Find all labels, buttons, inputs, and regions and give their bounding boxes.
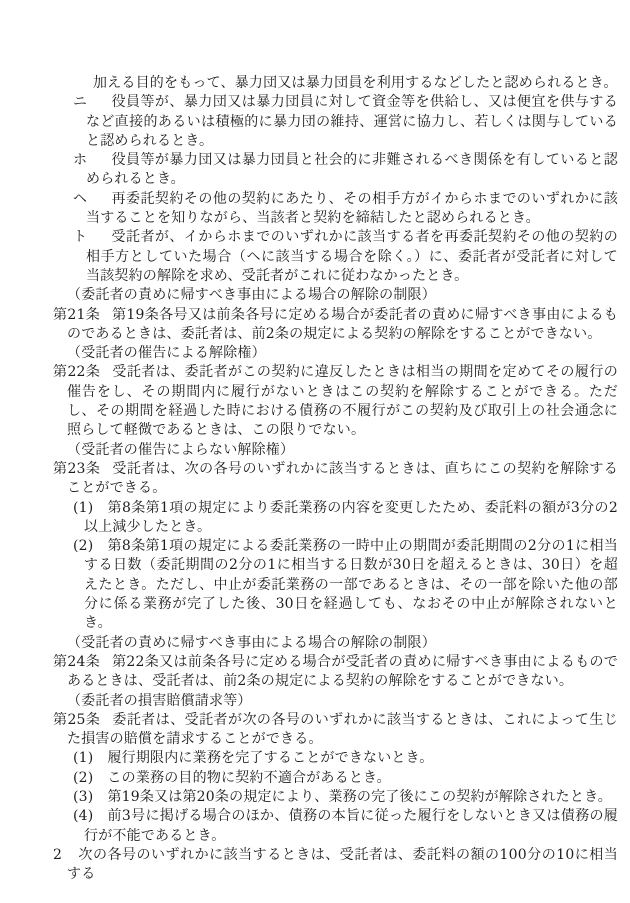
item-marker: (1) <box>73 750 94 767</box>
article-block <box>53 653 618 692</box>
article-number: 第23条 <box>53 460 101 477</box>
line-text: （受託者の催告によらない解除権） <box>67 441 295 458</box>
item-marker: ト <box>73 229 88 246</box>
article-number: 第21条 <box>53 306 101 323</box>
numbered-list-item <box>53 807 618 846</box>
item-marker: (1) <box>73 499 94 516</box>
line-text: 加える目的をもって、暴力団又は暴力団員を利用するなどしたと認められるとき。 <box>93 75 618 91</box>
paragraph-2-block <box>53 846 618 885</box>
article-number: 第24条 <box>53 653 101 670</box>
line-text: （受託者の責めに帰すべき事由による場合の解除の制限） <box>67 634 436 651</box>
numbered-list-item <box>53 537 618 633</box>
katakana-list-item <box>53 151 618 190</box>
article-caption <box>53 441 618 460</box>
line-text: この業務の目的物に契約不適合があるとき。 <box>107 769 391 786</box>
line-text: 第8条第1項の規定による委託業務の一時中止の期間が委託期間の2分の1に相当する日数（委託期間の2分の1に相当する日数が30日を超えるときは、30日）を超えたとき。ただし、中止が委託業務の一部であるときは、その一部を除いた他の部分に係る業務が完了した後、30日を経過しても、なおその中止が解除されないとき。 <box>84 538 618 632</box>
line-text: 役員等が暴力団又は暴力団員と社会的に非難されるべき関係を有していると認められるとき。 <box>86 152 618 188</box>
numbered-list-item <box>53 788 618 807</box>
numbered-list-item <box>53 769 618 788</box>
line-text: 前3号に掲げる場合のほか、債務の本旨に従った履行をしないとき又は債務の履行が不能であるとき。 <box>84 808 618 844</box>
line-text: 第22条又は前条各号に定める場合が受託者の責めに帰すべき事由によるものであるときは、受託者は、前2条の規定による契約の解除をすることができない。 <box>67 653 618 690</box>
item-marker: (4) <box>73 808 94 825</box>
line-text: 次の各号のいずれかに該当するときは、受託者は、委託料の額の100分の10に相当する <box>67 846 618 883</box>
numbered-list-item <box>53 499 618 538</box>
numbered-list-item <box>53 749 618 768</box>
line-text: 委託者は、受託者が次の各号のいずれかに該当するときは、これによって生じた損害の賠償を請求することができる。 <box>67 711 618 748</box>
katakana-list-item <box>53 228 618 286</box>
line-text: 第8条第1項の規定により委託業務の内容を変更したため、委託料の額が3分の2以上減少したとき。 <box>84 499 618 535</box>
article-block <box>53 460 618 499</box>
line-text: 受託者が、イからホまでのいずれかに該当する者を再委託契約その他の契約の相手方としていた場合（ヘに該当する場合を除く。）に、委託者が受託者に対して当該契約の解除を求め、受託者がこれに従わなかったとき。 <box>86 229 618 284</box>
line-text: 履行期限内に業務を完了することができないとき。 <box>107 750 434 767</box>
item-marker: 2 <box>53 846 63 863</box>
line-text: （委託者の損害賠償請求等） <box>67 692 252 709</box>
line-text: 役員等が、暴力団又は暴力団員に対して資金等を供給し、又は便宜を供与するなど直接的あるいは積極的に暴力団の維持、運営に協力し、若しくは関与していると認められるとき。 <box>86 94 618 149</box>
article-caption <box>53 286 618 305</box>
article-number: 第25条 <box>53 711 101 728</box>
line-text: 第19条又は第20条の規定により、業務の完了後にこの契約が解除されたとき。 <box>107 788 612 805</box>
line-text: 第19条各号又は前条各号に定める場合が委託者の責めに帰すべき事由によるものであるときは、委託者は、前2条の規定による契約の解除をすることができない。 <box>67 306 618 342</box>
article-block <box>53 306 618 345</box>
line-text: 受託者は、次の各号のいずれかに該当するときは、直ちにこの契約を解除することができる。 <box>67 460 618 497</box>
article-number: 第22条 <box>53 364 101 381</box>
document-content <box>53 74 618 884</box>
carried-over-item-text <box>53 74 618 93</box>
item-marker: ホ <box>73 152 88 169</box>
article-block <box>53 711 618 750</box>
item-marker: (3) <box>73 788 94 805</box>
line-text: （委託者の責めに帰すべき事由による場合の解除の制限） <box>67 287 436 304</box>
article-caption <box>53 634 618 653</box>
katakana-list-item <box>53 93 618 151</box>
article-caption <box>53 344 618 363</box>
item-marker: (2) <box>73 538 94 555</box>
line-text: 受託者は、委託者がこの契約に違反したときは相当の期間を定めてその履行の催告をし、その期間内に履行がないときはこの契約を解除することができる。ただし、その期間を経過した時における債務の不履行がこの契約及び取引上の社会通念に照らして軽微であるときは、この限りでない。 <box>67 364 618 439</box>
line-text: 再委託契約その他の契約にあたり、その相手方がイからホまでのいずれかに該当することを知りながら、当該者と契約を締結したと認められるとき。 <box>86 190 618 227</box>
item-marker: (2) <box>73 769 94 786</box>
katakana-list-item <box>53 190 618 229</box>
item-marker: ニ <box>73 94 88 111</box>
line-text: （受託者の催告による解除権） <box>67 345 266 362</box>
item-marker: ヘ <box>73 190 88 207</box>
article-caption <box>53 692 618 711</box>
article-block <box>53 363 618 440</box>
